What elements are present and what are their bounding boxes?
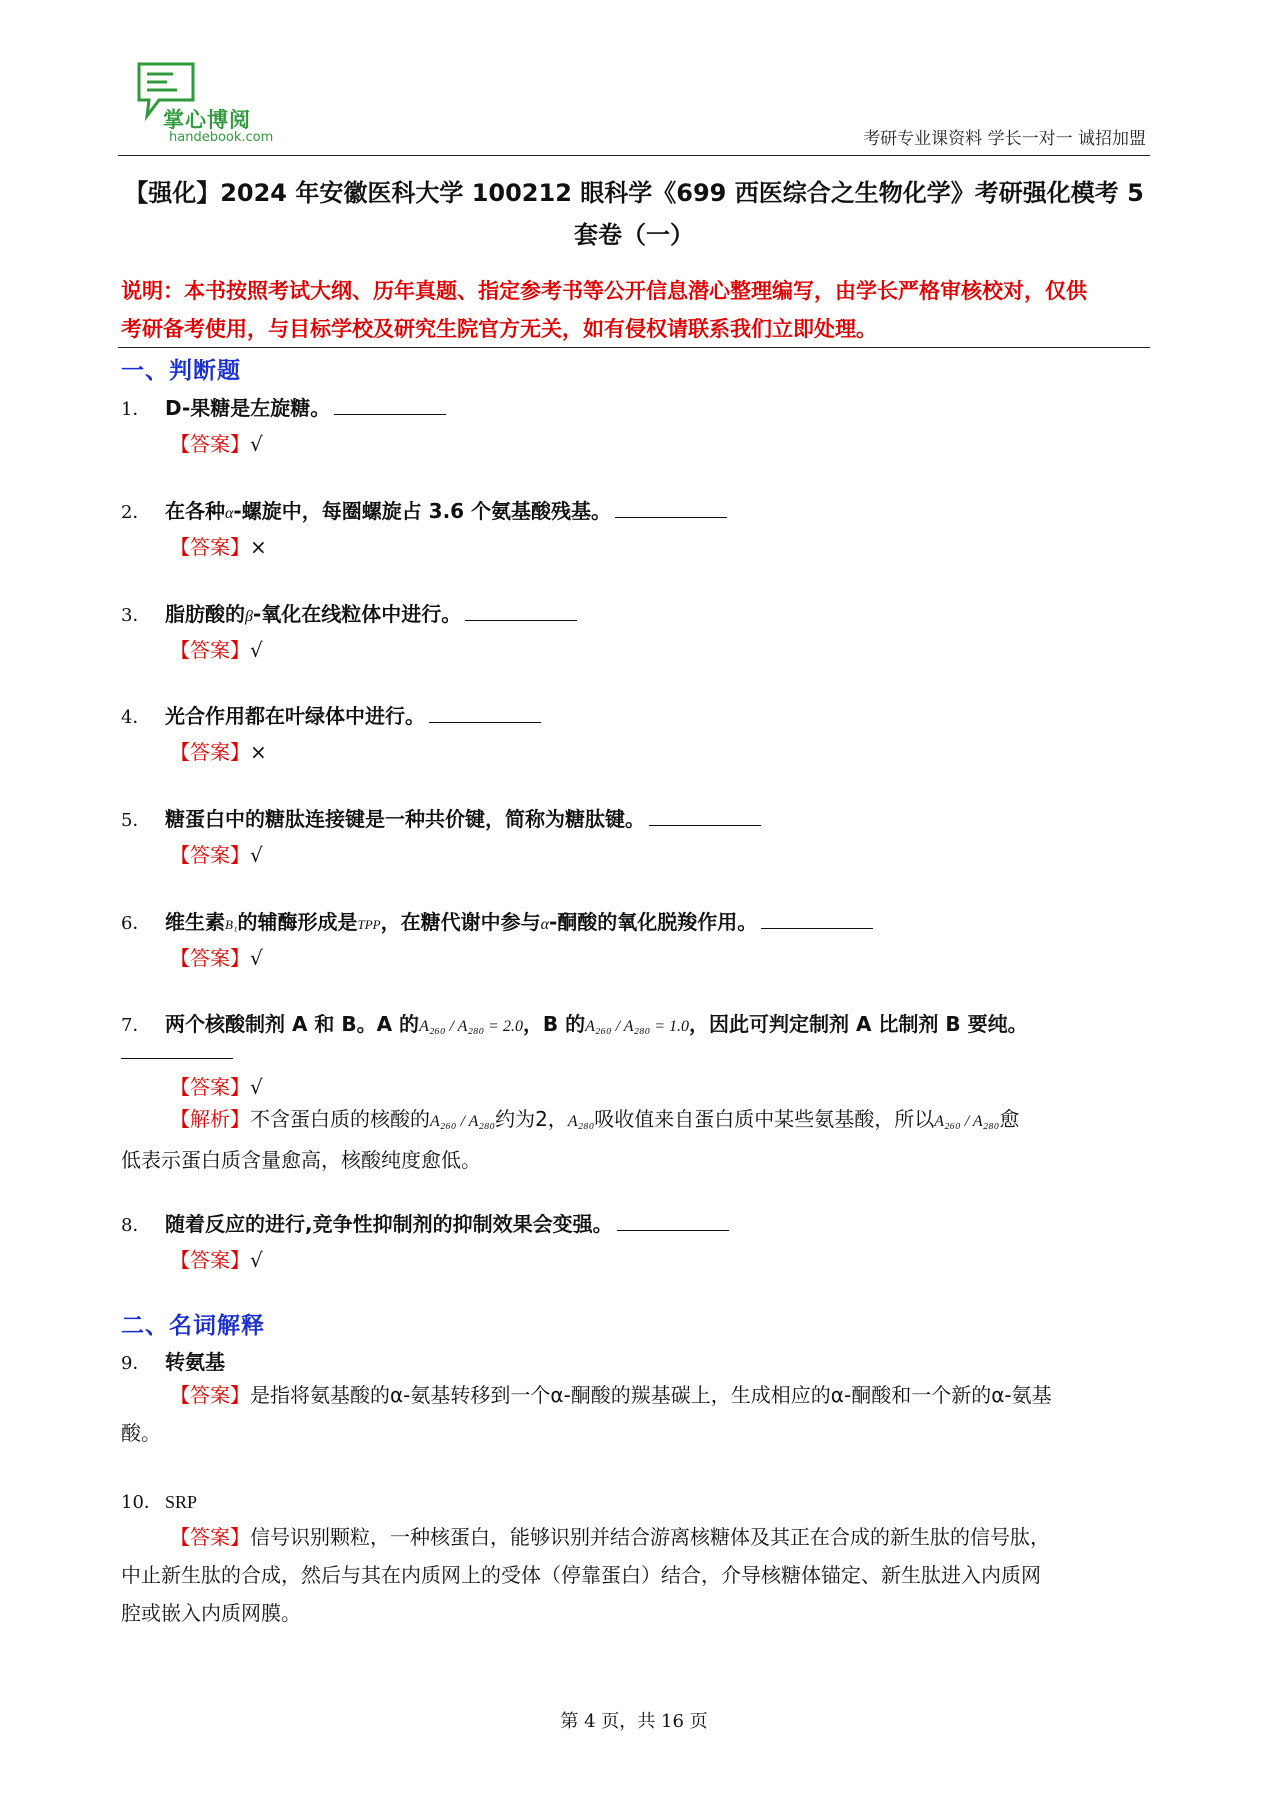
question-text-c: ，因此可判定制剂 A 比制剂 B 要纯。 [689,1012,1028,1036]
question-number: 2． [121,502,151,523]
page-number-footer: 第 4 页，共 16 页 [560,1711,708,1732]
answer-tag: 【答案】 [170,638,250,662]
header-divider [118,155,1150,156]
answer-tag: 【答案】 [170,1075,250,1099]
answer-line-1: 信号识别颗粒，一种核蛋白，能够识别并结合游离核糖体及其正在合成的新生肽的信号肽， [250,1525,1050,1549]
absorbance-ratio: A₂₆₀ / A₂₈₀ [430,1113,496,1130]
question-text-post2: -酮酸的氧化脱羧作用。 [549,910,758,934]
question-number: 10． [121,1492,162,1513]
question-text-post: ，在糖代谢中参与 [380,910,541,934]
question-number: 7． [121,1015,151,1036]
logo-url: handebook.com [169,130,274,145]
analysis-line-2: 低表示蛋白质含量愈高，核酸纯度愈低。 [121,1148,481,1172]
answer-tag: 【答案】 [170,740,250,764]
answer-value: √ [250,432,263,456]
question-number: 6． [121,913,151,934]
question-1 [121,392,1150,421]
answer-blank [334,396,446,415]
logo [133,60,283,150]
answer-blank [429,704,541,723]
answer-7 [170,1071,263,1100]
answer-line-2: 中止新生肽的合成，然后与其在内质网上的受体（停靠蛋白）结合，介导核糖体锚定、新生肽进入内质网 [121,1563,1041,1587]
question-7 [121,1008,1150,1037]
question-number: 5． [121,810,151,831]
header-slogan: 考研专业课资料 学长一对一 诚招加盟 [863,129,1146,149]
answer-blank [761,910,873,929]
section-heading-term-definitions: 二、名词解释 [121,1313,265,1339]
answer-2 [170,531,267,560]
question-number: 3． [121,605,151,626]
disclaimer-notice [121,272,1150,348]
question-text-pre: 脂肪酸的 [165,602,245,626]
answer-value: × [250,740,267,764]
answer-8 [170,1244,263,1273]
answer-tag: 【答案】 [170,1248,250,1272]
answer-value: √ [250,1248,263,1272]
answer-tag: 【答案】 [170,946,250,970]
question-number: 9． [121,1353,151,1374]
term-9 [121,1346,1150,1375]
answer-value: √ [250,1075,263,1099]
beta-symbol: β [245,608,253,625]
term-9-answer [121,1376,1150,1452]
answer-tag: 【答案】 [170,843,250,867]
answer-4 [170,736,267,765]
absorbance-ratio: A₂₆₀ / A₂₈₀ [934,1113,1000,1130]
question-text-pre: 维生素 [165,910,225,934]
answer-blank [121,1040,233,1059]
answer-line-2: 酸。 [121,1421,161,1445]
question-number: 1． [121,399,151,420]
document-title [118,172,1150,256]
answer-blank [649,807,761,826]
question-text-mid: 的辅酶形成是 [237,910,358,934]
absorbance-ratio-b: A₂₆₀ / A₂₈₀ = 1.0 [585,1018,690,1035]
analysis-text-a: 不含蛋白质的核酸的 [250,1107,430,1131]
question-7-blank-line [121,1040,1150,1064]
answer-line-1: 是指将氨基酸的α-氨基转移到一个α-酮酸的羰基碳上，生成相应的α-酮酸和一个新的α-氨基 [250,1383,1052,1407]
question-2 [121,495,1150,524]
term-10 [121,1488,1150,1514]
question-text-a: 两个核酸制剂 A 和 B。A 的 [165,1012,420,1036]
answer-line-3: 腔或嵌入内质网膜。 [121,1601,301,1625]
question-text-post: -螺旋中，每圈螺旋占 3.6 个氨基酸残基。 [233,499,612,523]
question-text-b: ，B 的 [522,1012,586,1036]
title-line-2: 套卷（一） [574,221,694,249]
question-text-pre: 在各种 [165,499,225,523]
analysis-text-b: 约为2， [495,1107,568,1131]
title-line-1: 【强化】2024 年安徽医科大学 100212 眼科学《699 西医综合之生物化学》考研强化模考 5 [124,179,1144,207]
notice-divider [118,347,1150,348]
tpp-symbol: TPP [357,917,381,932]
answer-tag: 【答案】 [170,432,250,456]
notice-line-1: 说明：本书按照考试大纲、历年真题、指定参考书等公开信息潜心整理编写，由学长严格审核校对，仅供 [121,279,1087,303]
question-6 [121,906,1150,935]
answer-tag: 【答案】 [170,1525,250,1549]
answer-value: √ [250,843,263,867]
vitamin-b1-symbol: B₁ [225,917,238,932]
analysis-tag: 【解析】 [170,1107,250,1131]
question-text: 光合作用都在叶绿体中进行。 [165,704,425,728]
question-8 [121,1208,1150,1237]
question-text-post: -氧化在线粒体中进行。 [252,602,462,626]
absorbance-a280: A₂₈₀ [567,1113,595,1130]
analysis-text-d: 愈 [999,1107,1020,1131]
answer-tag: 【答案】 [170,535,250,559]
answer-value: √ [250,638,263,662]
answer-blank [465,602,577,621]
answer-tag: 【答案】 [170,1383,250,1407]
term-10-answer [121,1518,1150,1632]
alpha-symbol: α [225,505,234,522]
answer-blank [615,499,727,518]
answer-5 [170,839,263,868]
analysis-text-c: 吸收值来自蛋白质中某些氨基酸，所以 [594,1107,935,1131]
analysis-7 [121,1100,1150,1179]
answer-value: × [250,535,267,559]
absorbance-ratio-a: A₂₆₀ / A₂₈₀ = 2.0 [419,1018,523,1035]
question-text: D-果糖是左旋糖。 [165,396,331,420]
term-name: SRP [165,1492,198,1512]
question-number: 4． [121,707,151,728]
notice-line-2: 考研备考使用，与目标学校及研究生院官方无关，如有侵权请联系我们立即处理。 [121,317,877,341]
answer-1 [170,428,263,457]
question-number: 8． [121,1215,151,1236]
question-4 [121,700,1150,729]
alpha-symbol: α [540,916,549,933]
question-text: 随着反应的进行,竞争性抑制剂的抑制效果会变强。 [165,1212,613,1236]
answer-3 [170,634,263,663]
answer-value: √ [250,946,263,970]
term-name: 转氨基 [165,1350,225,1374]
answer-blank [617,1212,729,1231]
answer-6 [170,942,263,971]
question-3 [121,598,1150,627]
question-5 [121,803,1150,832]
question-text: 糖蛋白中的糖肽连接键是一种共价键，简称为糖肽键。 [165,807,645,831]
logo-brand: 掌心博阅 [163,108,251,132]
section-heading-true-false: 一、判断题 [121,358,241,384]
